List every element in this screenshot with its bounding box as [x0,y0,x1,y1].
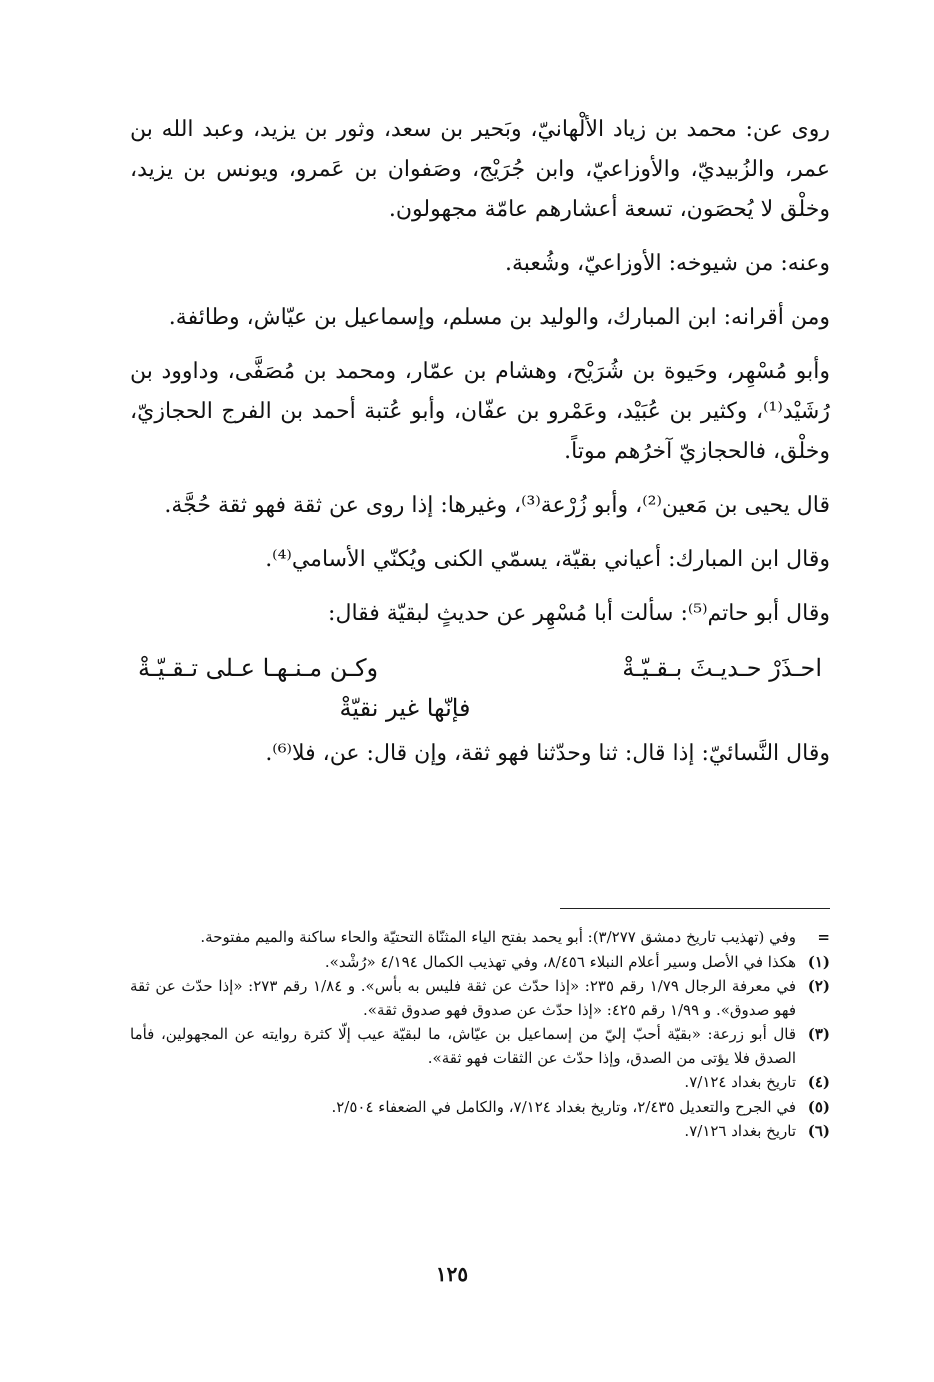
footnote-marker: (٤) [807,1073,830,1091]
footnote-1 [130,951,830,975]
paragraph-ibn-maeen: قال يحيى بن مَعين⁽²⁾، وأبو زُرْعة⁽³⁾، وغيرها: إذا روى عن ثقة فهو ثقة حُجَّة. [164,493,830,518]
footnote-separator [560,908,830,909]
footnote-text: في الجرح والتعديل ٢/٤٣٥، وتاريخ بغداد ٧/١٢٤، والكامل في الضعفاء ٢/٥٠٤. [331,1097,796,1116]
poem-tail: فإنّها غير نقيّةْ [339,694,471,722]
footnote-6 [130,1120,830,1144]
page-number: ١٢٥ [435,1262,469,1286]
footnote-text: قال أبو زرعة: «بقيّة أحبّ إليّ من إسماعيل بن عيّاش، ما لبقيّة عيب إلّا كثرة روايته عن المجهولين، فأما الصدق فلا يؤتى من الصدق، وإذا حدّث عن الثقات فهو ثقة». [130,1025,796,1067]
poem-second-hemistich: وكـن مـنـهـا عـلى تـقـيّـةْ [138,654,379,682]
footnote-marker: = [817,928,830,946]
paragraph-abu-hatim: وقال أبو حاتم⁽⁵⁾: سألت أبا مُسْهِر عن حديثٍ لبقيّة فقال: [328,601,830,626]
poem-first-hemistich: احـذَرْ حـديـثَ بـقـيّـةْ [622,654,822,682]
footnote-text: تاريخ بغداد ٧/١٢٦. [684,1122,796,1140]
footnote-text: هكذا في الأصل وسير أعلام النبلاء ٨/٤٥٦، وفي تهذيب الكمال ٤/١٩٤ «رُشْد». [324,952,796,971]
footnote-marker: (٢) [807,977,830,995]
poem-verse [130,648,830,688]
footnote-text: في معرفة الرجال ١/٧٩ رقم ٢٣٥: «إذا حدّث عن ثقة فليس به بأس». و ١/٨٤ رقم ٢٧٣: «إذا حدّث عن ثقة فهو صدوق». و ١/٩٩ رقم ٤٢٥: «إذا حدّث عن صدوق فهو صدوق ثقة». [130,977,796,1019]
footnote-text: تاريخ بغداد ٧/١٢٤. [684,1073,796,1091]
footnote-5 [130,1096,830,1120]
footnote-marker: (٣) [807,1025,830,1043]
footnote-4 [130,1071,830,1095]
footnote-text: وفي (تهذيب تاريخ دمشق ٣/٢٧٧): أبو يحمد بفتح الياء المثنّاة التحتيّة والحاء ساكنة والميم مفتوحة. [200,928,796,946]
paragraph-ibn-mubarak: وقال ابن المبارك: أعياني بقيّة، يسمّي الكنى ويُكنّي الأسامي⁽⁴⁾. [265,547,830,572]
paragraph-peers: ومن أقرانه: ابن المبارك، والوليد بن مسلم، وإسماعيل بن عيّاش، وطائفة. [168,305,830,330]
footnote-marker: (٥) [807,1097,830,1116]
poem [130,648,830,728]
footnote-continuation [130,926,830,950]
footnote-3 [130,1023,830,1070]
paragraph-narrated-from: روى عن: محمد بن زياد الألْهانيّ، وبَحير بن سعد، وثور بن يزيد، وعبد الله بن عمر، والزُبيديّ، والأوزاعيّ، وابن جُرَيْج، وصَفوان بن عَمرو، ويونس بن يزيد، وخلْق لا يُحصَون، تسعة أعشارهم عامّة مجهولون. [130,117,830,222]
footnote-marker: (٦) [807,1122,830,1140]
paragraph-others: وأبو مُسْهِر، وحَيوة بن شُرَيْح، وهشام بن عمّار، ومحمد بن مُصَفَّى، وداوود بن رُشَيْد⁽¹⁾، وكثير بن عُبَيْد، وعَمْرو بن عفّان، وأبو عُتبة أحمد بن الفرج الحجازيّ، وخلْق، فالحجازيّ آخرُهم موتاً. [130,359,830,464]
paragraph-students: وعنه: من شيوخه: الأوزاعيّ، وشُعبة. [504,251,830,276]
paragraph-nasai: وقال النَّسائيّ: إذا قال: ثنا وحدّثنا فهو ثقة، وإن قال: عن، فلا⁽⁶⁾. [265,741,830,766]
main-text [130,110,830,788]
footnote-marker: (١) [807,952,830,971]
footnote-2 [130,975,830,1022]
footnotes [130,926,830,1145]
